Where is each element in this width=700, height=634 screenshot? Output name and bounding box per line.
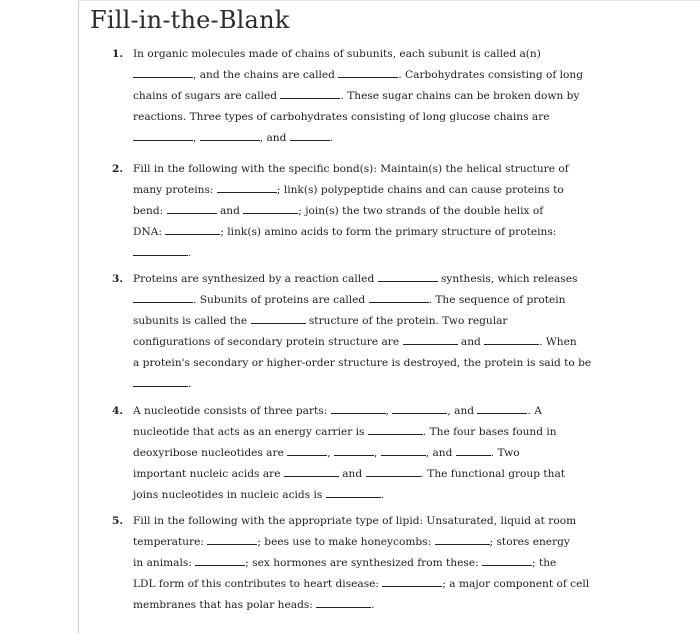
blank[interactable] xyxy=(280,86,340,99)
question-text: joins nucleotides in nucleic acids is xyxy=(133,489,323,501)
question-text: , xyxy=(327,447,331,459)
blank[interactable] xyxy=(484,332,539,345)
blank[interactable] xyxy=(368,422,423,435)
blank[interactable] xyxy=(378,269,438,282)
question-text: important nucleic acids are xyxy=(133,468,281,480)
blank[interactable] xyxy=(133,374,188,387)
question-text: , xyxy=(373,447,378,459)
question-text: and xyxy=(219,205,240,217)
question-text: ; link(s) amino acids to form the primary structure of proteins: xyxy=(220,226,557,238)
blank[interactable] xyxy=(326,485,381,498)
blank[interactable] xyxy=(207,532,257,545)
blank[interactable] xyxy=(133,65,193,78)
question-text: ; the xyxy=(532,557,557,569)
blank[interactable] xyxy=(477,401,527,414)
question-3 xyxy=(112,269,612,395)
blank[interactable] xyxy=(369,290,429,303)
blank[interactable] xyxy=(316,595,371,608)
blank[interactable] xyxy=(133,243,188,256)
question-text: . Two xyxy=(490,447,520,459)
blank[interactable] xyxy=(195,553,245,566)
question-number: 3. xyxy=(112,273,124,285)
question-text: , and xyxy=(259,132,287,144)
question-text: ; sex hormones are synthesized from these: xyxy=(245,557,479,569)
blank[interactable] xyxy=(381,443,426,456)
question-text: . The functional group that xyxy=(420,468,566,480)
question-number: 2. xyxy=(112,163,124,175)
blank[interactable] xyxy=(392,401,447,414)
question-text: chains of sugars are called xyxy=(133,90,278,102)
question-text: Fill in the following with the appropriate type of lipid: Unsaturated, liquid at room xyxy=(133,515,577,527)
blank[interactable] xyxy=(435,532,490,545)
question-5 xyxy=(112,511,612,616)
blank[interactable] xyxy=(290,128,330,141)
blank[interactable] xyxy=(200,128,260,141)
question-text: temperature: xyxy=(133,536,204,548)
blank[interactable] xyxy=(331,401,386,414)
question-text: ; join(s) the two strands of the double helix of xyxy=(298,205,544,217)
question-text: deoxyribose nucleotides are xyxy=(133,447,284,459)
question-text: . xyxy=(188,378,192,390)
question-text: and xyxy=(460,336,481,348)
question-text: . Subunits of proteins are called xyxy=(193,294,366,306)
question-text: , xyxy=(385,405,390,417)
question-text: ; link(s) polypeptide chains and can cause proteins to xyxy=(276,184,564,196)
question-text: . Carbohydrates consisting of long xyxy=(398,69,584,81)
question-text: , and xyxy=(447,405,475,417)
question-text: and xyxy=(342,468,363,480)
blank[interactable] xyxy=(482,553,532,566)
question-text: bend: xyxy=(133,205,164,217)
question-text: In organic molecules made of chains of subunits, each subunit is called a(n) xyxy=(133,48,541,60)
blank[interactable] xyxy=(287,443,327,456)
blank[interactable] xyxy=(338,65,398,78)
question-text: subunits is called the xyxy=(133,315,248,327)
question-number: 5. xyxy=(112,515,124,527)
blank[interactable] xyxy=(403,332,458,345)
question-text: LDL form of this contributes to heart disease: xyxy=(133,578,379,590)
blank[interactable] xyxy=(133,290,193,303)
question-text: ; stores energy xyxy=(489,536,570,548)
question-text: nucleotide that acts as an energy carrier is xyxy=(133,426,365,438)
question-text: . xyxy=(329,132,334,144)
question-text: . These sugar chains can be broken down by xyxy=(340,90,580,102)
question-text: membranes that has polar heads: xyxy=(133,599,313,611)
question-text: in animals: xyxy=(133,557,192,569)
question-text: Proteins are synthesized by a reaction called xyxy=(133,273,375,285)
blank[interactable] xyxy=(243,201,298,214)
question-text: a protein's secondary or higher-order structure is destroyed, the protein is said to be xyxy=(133,357,592,369)
question-2 xyxy=(112,159,612,264)
question-text: reactions. Three types of carbohydrates consisting of long glucose chains are xyxy=(133,111,550,123)
blank[interactable] xyxy=(167,201,217,214)
blank[interactable] xyxy=(366,464,421,477)
question-text: . The four bases found in xyxy=(422,426,557,438)
blank[interactable] xyxy=(251,311,306,324)
question-text: . A xyxy=(527,405,542,417)
question-4 xyxy=(112,401,612,506)
question-text: , xyxy=(193,132,197,144)
question-number: 4. xyxy=(112,405,124,417)
blank[interactable] xyxy=(217,180,277,193)
question-text: structure of the protein. Two regular xyxy=(308,315,508,327)
question-text: ; a major component of cell xyxy=(442,578,590,590)
question-text: . xyxy=(380,489,385,501)
question-text: DNA: xyxy=(133,226,162,238)
question-text: . The sequence of protein xyxy=(428,294,566,306)
blank[interactable] xyxy=(133,128,193,141)
question-text: many proteins: xyxy=(133,184,214,196)
question-text: . When xyxy=(539,336,577,348)
blank[interactable] xyxy=(456,443,491,456)
blank[interactable] xyxy=(165,222,220,235)
page-title: Fill-in-the-Blank xyxy=(90,6,290,34)
blank[interactable] xyxy=(334,443,374,456)
question-text: . xyxy=(371,599,375,611)
question-text: Fill in the following with the specific bond(s): Maintain(s) the helical structure of xyxy=(133,163,569,175)
blank[interactable] xyxy=(284,464,339,477)
question-text: ; bees use to make honeycombs: xyxy=(257,536,432,548)
question-text: , and the chains are called xyxy=(193,69,335,81)
question-text: configurations of secondary protein structure are xyxy=(133,336,400,348)
question-1 xyxy=(112,44,612,149)
question-text: synthesis, which releases xyxy=(441,273,578,285)
question-text: . xyxy=(188,247,192,259)
blank[interactable] xyxy=(382,574,442,587)
question-text: , and xyxy=(425,447,453,459)
question-number: 1. xyxy=(112,48,124,60)
question-text: A nucleotide consists of three parts: xyxy=(133,405,328,417)
